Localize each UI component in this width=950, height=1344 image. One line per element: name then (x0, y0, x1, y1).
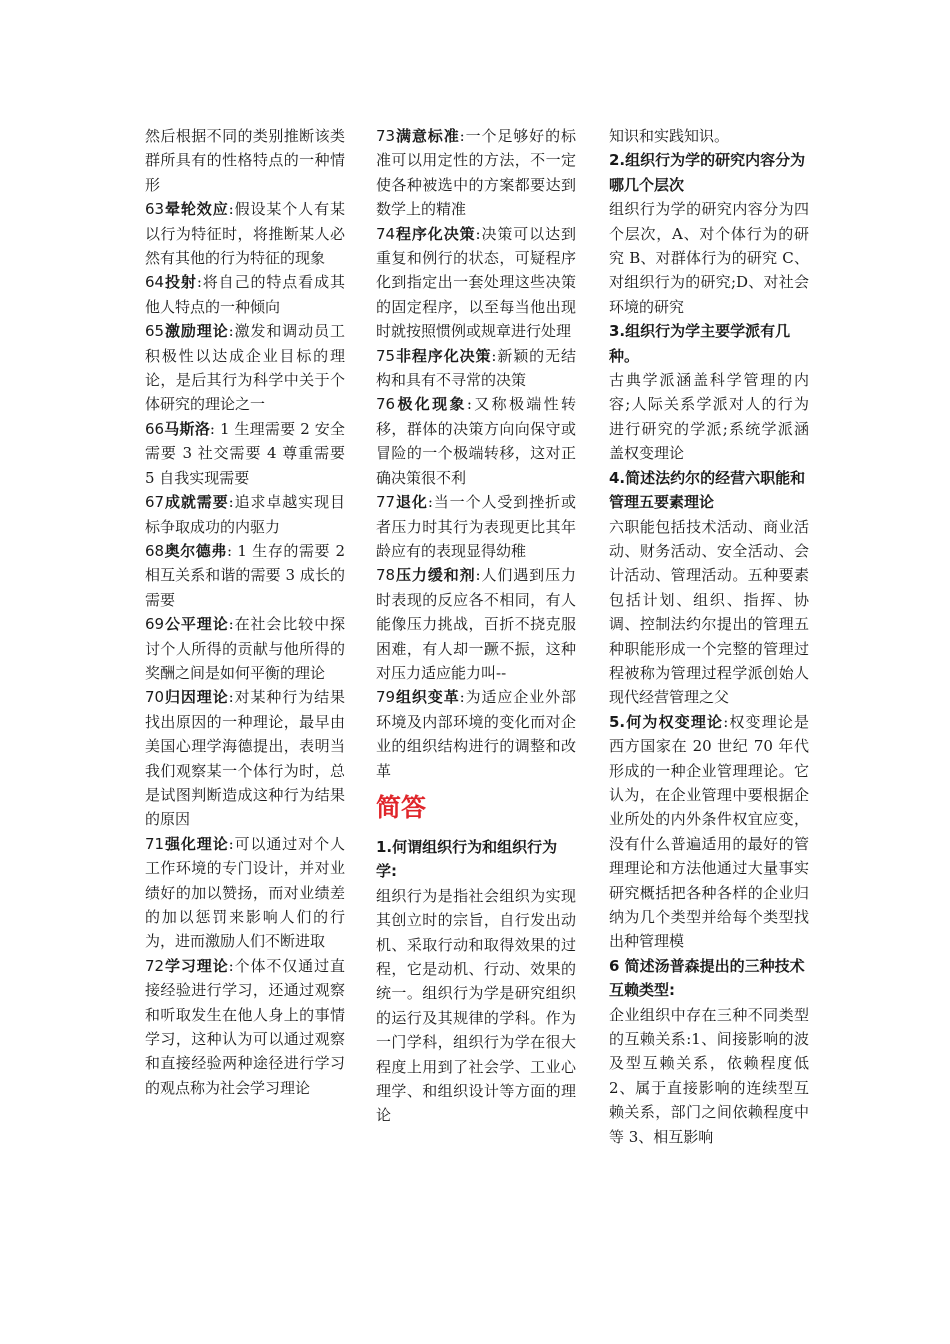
entry-number: 67 (145, 493, 165, 512)
question-heading: 6 简述汤普森提出的三种技术互赖类型: (609, 956, 805, 1000)
entry-number: 71 (145, 834, 165, 853)
definition-entry (376, 124, 576, 222)
entry-term: 奥尔德弗 (164, 541, 227, 560)
entry-text: :一个足够好的标准可以用定性的方法，不一定使各种被选中的方案都要达到数学上的精准 (376, 127, 576, 219)
entry-number: 76 (376, 395, 396, 414)
entry-number: 66 (145, 419, 165, 438)
entry-text: :假设某个人有某以行为特征时，将推断某人必然有其他的行为特征的现象 (145, 200, 345, 268)
entry-text: :个体不仅通过直接经验进行学习，还通过观察和听取发生在他人身上的事情学习，这种认为可以通过观察和直接经验两种途径进行学习的观点称为社会学习理论 (145, 956, 345, 1097)
definition-entry (145, 490, 345, 539)
entry-number: 74 (376, 224, 396, 243)
entry-term: 激励理论 (164, 322, 229, 341)
definition-entry (145, 954, 345, 1100)
definition-entry (376, 685, 576, 783)
entry-text: :决策可以达到重复和例行的状态，可疑程序化到指定出一套处理这些决策的固定程序，以至每当他出现时就按照惯例或规章进行处理 (376, 224, 576, 341)
entry-text: :新颖的无结构和具有不寻常的决策 (376, 346, 576, 390)
entry-number: 73 (376, 127, 396, 145)
answer-text: 企业组织中存在三种不同类型的互赖关系:1、间接影响的波及型互赖关系，依赖程度低 2、属于直接影响的连续型互赖关系，部门之间依赖程度中等 3、相互影响 (609, 1005, 809, 1146)
entry-text: :为适应企业外部环境及内部环境的变化而对企业的组织结构进行的调整和改革 (376, 688, 576, 780)
column-1 (145, 124, 345, 1100)
definition-entry (145, 832, 345, 954)
entry-term: 晕轮效应 (164, 200, 229, 219)
definition-entry (145, 270, 345, 319)
entry-number: 77 (376, 493, 396, 512)
entry-text: :可以通过对个人工作环境的专门设计，并对业绩好的加以赞扬，而对业绩差的加以惩罚来影响人们的行为，进而激励人们不断进取 (145, 834, 345, 951)
entry-number: 69 (145, 615, 165, 634)
entry-number: 64 (145, 273, 165, 292)
definition-entry (376, 490, 576, 563)
definition-entry (145, 417, 345, 490)
entry-term: 非程序化决策 (395, 346, 492, 365)
entry-text: :人们遇到压力时表现的反应各不相同，有人能像压力挑战，百折不挠克服困难，有人却一蹶不振，这种对压力适应能力叫-- (376, 566, 576, 682)
question-heading: 5.何为权变理论 (609, 712, 724, 731)
column-2 (376, 124, 576, 1128)
answer-text: 六职能包括技术活动、商业活动、财务活动、安全活动、会计活动、管理活动。五种要素包括计划、组织、指挥、协调、控制法约尔提出的管理五种职能形成一个完整的管理过程被称为管理过程学派创始人现代经营管理之父 (609, 517, 809, 707)
column-3-intro: 知识和实践知识。 (609, 127, 730, 145)
definition-entry (145, 685, 345, 831)
answer-text: 组织行为是指社会组织为实现其创立时的宗旨，自行发出动机、采取行动和取得效果的过程，它是动机、行动、效果的统一。组织行为学是研究组织的运行及其规律的学科。作为一门学科，组织行为学在很大程度上用到了社会学、工业心理学、和组织设计等方面的理论 (376, 886, 576, 1125)
entry-term: 满意标准 (395, 127, 460, 145)
entry-number: 63 (145, 200, 165, 219)
entry-number: 68 (145, 541, 165, 560)
entry-term: 程序化决策 (395, 224, 476, 243)
entry-term: 成就需要 (164, 493, 229, 512)
definition-entry (376, 392, 576, 490)
question-heading: 3.组织行为学主要学派有几种。 (609, 322, 791, 365)
question-heading: 2.组织行为学的研究内容分为哪几个层次 (609, 151, 806, 194)
definition-entry (376, 344, 576, 393)
entry-text: :将自己的特点看成其他人特点的一种倾向 (145, 273, 345, 316)
entry-text: :对某种行为结果找出原因的一种理论，最早由美国心理学海德提出，表明当我们观察某一个体行为时，总是试图判断造成这种行为结果的原因 (145, 688, 345, 829)
entry-term: 公平理论 (164, 615, 229, 634)
entry-term: 马斯洛 (164, 419, 210, 438)
entry-number: 72 (145, 956, 165, 975)
definition-entry (376, 222, 576, 344)
entry-term: 强化理论 (164, 834, 229, 853)
entry-term: 退化 (395, 493, 428, 512)
entry-text: :当一个人受到挫折或者压力时其行为表现更比其年龄应有的表现显得幼稚 (376, 493, 576, 560)
column-3 (609, 124, 809, 1149)
question-heading: 4.简述法约尔的经营六职能和管理五要素理论 (609, 468, 806, 512)
entry-number: 70 (145, 688, 165, 707)
entry-number: 78 (376, 566, 396, 585)
definition-entry (376, 563, 576, 685)
entry-text: : 1 生存的需要 2 相互关系和谐的需要 3 成长的需要 (145, 541, 345, 609)
entry-term: 投射 (164, 273, 197, 292)
entry-text: :在社会比较中探讨个人所得的贡献与他所得的奖酬之间是如何平衡的理论 (145, 615, 345, 682)
entry-term: 学习理论 (164, 956, 229, 975)
definition-entry (145, 612, 345, 685)
entry-number: 79 (376, 688, 396, 707)
entry-term: 压力缓和剂 (395, 566, 476, 585)
entries-list-2 (376, 124, 576, 783)
column-1-intro: 然后根据不同的类别推断该类群所具有的性格特点的一种情形 (145, 127, 345, 194)
section-heading-short-answer: 简答 (376, 792, 427, 822)
answer-text: 组织行为学的研究内容分为四个层次，A、对个体行为的研究 B、对群体行为的研究 C、对组织行为的研究;D、对社会环境的研究 (609, 200, 809, 316)
answer-text: 古典学派涵盖科学管理的内容;人际关系学派对人的行为进行研究的学派;系统学派涵盖权变理论 (609, 371, 809, 463)
entry-text: :追求卓越实现目标争取成功的内驱力 (145, 493, 345, 536)
entries-list-1 (145, 197, 345, 1100)
entry-text: :激发和调动员工积极性以达成企业目标的理论，是后其行为科学中关于个体研究的理论之一 (145, 322, 345, 414)
question-5-block (609, 710, 809, 954)
question-heading: 1.何谓组织行为和组织行为学: (376, 837, 558, 881)
entry-text: :又称极端性转移，群体的决策方向向保守或冒险的一个极端转移，这对正确决策很不利 (376, 395, 576, 487)
entry-term: 组织变革 (395, 688, 460, 707)
entry-text: : 1 生理需要 2 安全需要 3 社交需要 4 尊重需要 5 自我实现需要 (145, 419, 345, 487)
entry-term: 极化现象 (395, 395, 467, 414)
entry-number: 75 (376, 346, 396, 365)
entry-term: 归因理论 (164, 688, 229, 707)
entry-number: 65 (145, 322, 165, 341)
definition-entry (145, 539, 345, 612)
answer-text: :权变理论是西方国家在 20 世纪 70 年代形成的一种企业管理理论。它认为，在企业管理中要根据企业所处的内外条件权宜应变，没有什么普遍适用的最好的管理理论和方法他通过大量事实研究概括把各种各样的企业归纳为几个类型并给每个类型找出种管理模 (609, 712, 809, 951)
definition-entry (145, 197, 345, 270)
definition-entry (145, 319, 345, 417)
